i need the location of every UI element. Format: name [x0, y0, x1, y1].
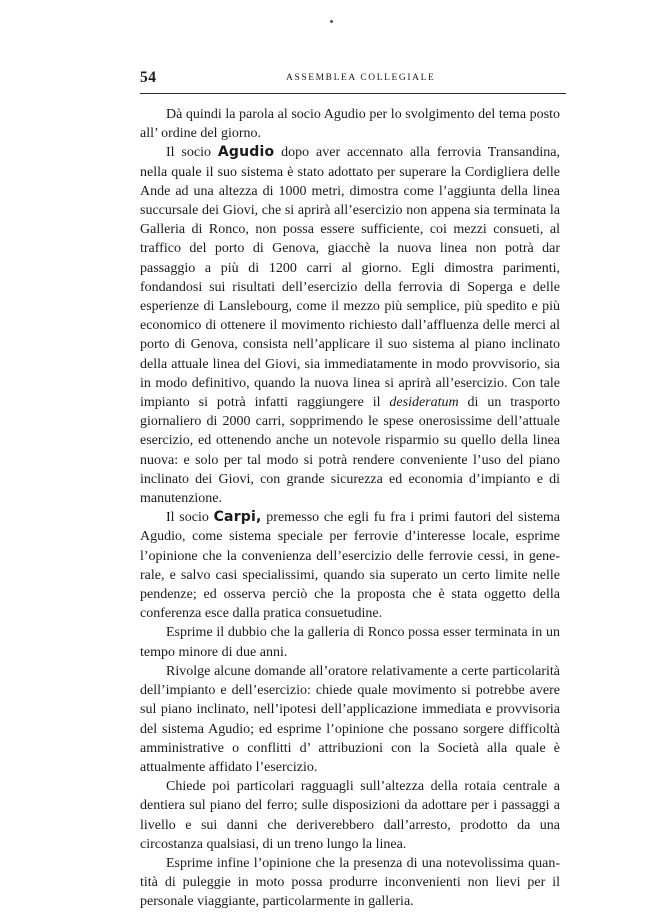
page-number: 54	[140, 69, 157, 86]
speaker-name: Agudio	[217, 144, 275, 161]
page-header	[140, 69, 566, 93]
paragraph-6: Chiede poi particolari ragguagli sull’altezza della rotaia centrale a dentiera sul piano del ferro; sulle disposizioni da adottare per i passaggi a livello e sui danni che deriverebbero dall’arresto, prodotto da una circostanza qualsiasi, di un treno lungo la linea.	[140, 779, 560, 852]
ink-speck	[330, 20, 333, 23]
paragraph-3: Il socio Carpi, premesso che egli fu fra i primi fautori del sistema Agudio, come sistema speciale per ferrovie d’interesse locale, esprime l’opinione che la convenienza dell’esercizio delle ferrovie cessi, in generale, e salvo casi specialissimi, quando sia superato un certo limite nelle pendenze; ed osserva perciò che la proposta che è stata oggetto della conferenza esce dalla pratica consuetudine.	[140, 509, 560, 622]
paragraph-5: Rivolge alcune domande all’oratore relativamente a certe particolarità dell’impianto e dell’esercizio: chiede quale movimento si potrebbe avere sul piano inclinato, nell’ipotesi dell’applicazione immediata e provvisoria del sistema Agudio; ed esprime l’opinione che possano sorgere difficoltà amministrative o conflitti d’ attribuzioni con la Società alla quale è attualmente affidato l’esercizio.	[140, 663, 560, 775]
paragraph-7: Esprime infine l’opinione che la presenza di una notevolissima quantità di puleggie in moto possa produrre inconvenienti non lievi per il personale viaggiante, particolarmente in galleria.	[140, 855, 560, 910]
speaker-name: Carpi,	[213, 509, 262, 526]
running-head: ASSEMBLEA COLLEGIALE	[286, 73, 436, 83]
latin-term: desideratum	[389, 395, 459, 411]
paragraph-4: Esprime il dubbio che la galleria di Ronco possa esser terminata in un tempo minore di due anni.	[140, 625, 560, 660]
body-text	[140, 105, 560, 912]
paragraph-2: Il socio Agudio dopo aver accennato alla ferrovia Transandina, nella quale il suo sistema è stato adottato per superare la Cordigliera delle Ande ad una altezza di 1000 metri, dimostra come l’aggiunta della linea succursale dei Giovi, che si aprirà all’esercizio non appena sia terminata la Galleria di Ronco, non possa essere sufficiente, coi mezzi consueti, al traffico del porto di Genova, giacchè la nuova linea non potrà dar passaggio a più di 1200 carri al giorno. Egli dimostra parimenti, fondandosi sui risultati dell’esercizio della ferrovia di Soperga e delle esperienze di Lanslebourg, come il mezzo più semplice, più spedito e più economico di ottenere il movimento richiesto dall’affluenza delle merci al porto di Genova, consista nell’applicare il suo sistema al piano inclinato della attuale linea del Giovi, sia immediatamente in modo provvisorio, sia in modo definitivo, quando la nuova linea si aprirà all’esercizio. Con tale impianto si potrà infatti raggiungere il desideratum di un trasporto giornaliero di 2000 carri, sopprimendo le spese onerosissime dell’attuale esercizio, ed ottenendo anche un notevole risparmio su quello della linea nuova: e solo per tal modo si potrà rendere conveniente l’uso del piano inclinato dei Giovi, con grande sicurezza ed economia d’impianto e di manutenzione.	[140, 144, 561, 507]
paragraph-1: Dà quindi la parola al socio Agudio per lo svolgimento del tema posto all’ ordine del giorno.	[140, 107, 560, 142]
header-rule	[140, 93, 566, 94]
